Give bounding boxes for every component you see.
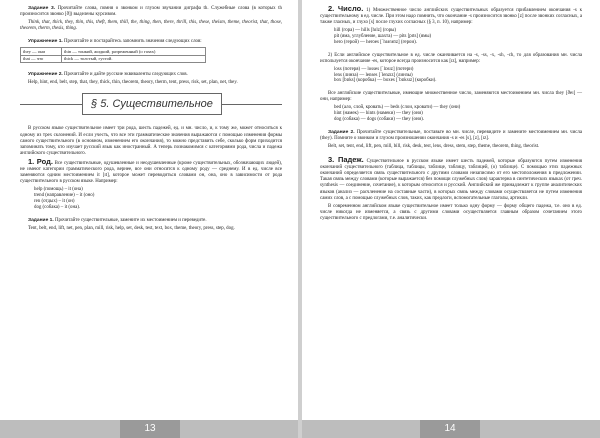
task3-text: Прочитайте слова, помня о звонком и глухом звучании диграфа th. Служебные слова (в которых th произносится звонко [ð]) выделены курсивом. (20, 6, 282, 18)
task3-label: Задание 3. (28, 6, 56, 11)
task1-words: Tent, belt, end, lift, net, pen, plan, mill, risk, help, set, desk, test, text, box, theme, theory, press, step, dog. (28, 225, 235, 231)
exercise2-text: Прочитайте и дайте русские эквиваленты следующих слов. (64, 72, 188, 78)
list-item: trend (направление) – it (оно) (34, 193, 95, 199)
exercise1-text: Прочитайте и постарайтесь запомнить значения следующих слов: (64, 39, 202, 45)
right-page-content (320, 6, 582, 224)
right-page (302, 0, 600, 438)
left-page-content (20, 6, 282, 234)
gender-examples (34, 187, 282, 210)
table-row (21, 48, 206, 55)
exercise2-label: Упражнение 2. (28, 72, 63, 78)
exercise1-label: Упражнение 1. (28, 39, 63, 45)
task2-label: Задание 2. (328, 129, 355, 135)
es-paragraph: 2) Если английское существительное в ед. числе оканчивается на -s, -ss, -x, -sh, -ch, то для образования мн. числа используется окончание -es, которое всегда произносится как [ɪz], например: (320, 52, 582, 64)
left-page (0, 0, 298, 438)
gender-paragraph (20, 156, 282, 185)
task2-paragraph (320, 130, 582, 142)
they-paragraph: Все английские существительные, имеющие множественное число, заменяются местоимением мн. числа they [ðeɪ] — они, например: (320, 91, 582, 103)
list-item: lens (линза) — lenses [ˈlenzɪz] (линзы) (334, 72, 413, 78)
gender-heading: 1. Род. (28, 156, 53, 166)
table-cell: they — они (21, 48, 62, 55)
page-number: 13 (120, 420, 180, 438)
task1-label: Задание 1. (28, 217, 54, 223)
task3-paragraph (20, 6, 282, 18)
list-item: box [bɒks] (коробка) — boxes [ˈbɒksɪz] (коробки). (334, 78, 437, 84)
page-number: 14 (420, 420, 480, 438)
case-text: Существительное в русском языке имеет шесть падежей, которые образуются путем изменения окончаний существительного (таблица, таблицы, таблице, таблицу, таблицей, (о) таблице). С помощью этих падежных окончаний определяется связь существительного с другими словами незаписимо от его местоположения в предложении. Такая связь между словами (которые выражается) без помощи служебных слов) характерна в синтетических языках (от греч. synthesis — соединение, сочетание), к которым относится и русский. Английский же принадлежит к группе аналитических языков (анализ — расчленение на составные части), в которых связь между словами осуществляется не путем изменения самих слов, а с помощью служебных слов, таких, как предлоги, вспомогательные глаголы, артикли. (320, 159, 582, 201)
list-item: hint (намек) — hints (намеки) — they (они) (334, 111, 423, 117)
task2-words: Belt, set, tent, end, lift, pen, mill, bill, risk, desk, test, lens, dress, stem, step, theme, theorem, thing, theorist. (328, 144, 540, 150)
list-item: help (помощь) – it (она) (34, 187, 83, 193)
task1-paragraph (20, 218, 282, 224)
vocabulary-table (20, 47, 206, 63)
intro-paragraph: В русском языке существительное имеет три рода, шесть падежей, ед. и мн. число, и, к тому же, может относиться к одному из трех склонений. И если учесть, что все эти грамматические значения выражаются с помощью изменения формы самого существительного (в основном, изменением его окончания), то можно представить себе, сколько форм приходится запоминать тому, кто изучает русский язык как иностранный. А теперь познакомимся с категориями рода, числа и падежа английского существительного. (20, 126, 282, 156)
list-item: ren (отдых) – it (он) (34, 198, 75, 204)
exercise1-paragraph (20, 39, 282, 45)
gender-text: Все существительные, одушевленные и неодушевленные (кроме существительных, обозначающих людей), не имеют категории грамматического рода, вернее, все они относятся к одному роду — среднему. И в ед. числе все заменяются одним местоимением it [ɪt], которое может переводиться словами он, она, оно в зависимости от рода существительного в русском языке. Например: (20, 160, 282, 185)
number-text: 1) Множественное число английских существительных образуется прибавлением окончания -s к существительному в ед. числе. При этом надо помнить, что окончание -s произносится звонко [z] после звонких согласных, а также гласных, и глухо [s] после глухих согласных (§ 3, п. 10), например: (320, 8, 582, 26)
table-cell: thin — тонкий, жидкий, разреженный (о газах) (62, 48, 206, 55)
table-cell: thick — толстый, густой. (62, 55, 206, 62)
task2-text: Прочитайте существительные, поставьте во мн. числе, перевидите и замените местоимением мн. числа (they). Помните о звонком и глухом произношении окончания -s и -es [s], [z], [ɪz]. (320, 129, 582, 141)
list-item: pit (яма, углубление, шахта) — pits [pɪts] (ямы) (334, 34, 432, 40)
right-footer-band (302, 420, 600, 438)
list-item: bed (ало, слой, кровать) — beds (слои, кровати) — they (они) (334, 105, 461, 111)
list-item: dog (собака) — dogs (собаки) — they (они). (334, 117, 425, 123)
list-item: hill (гора) — hills [hɪlz] (горы) (334, 28, 397, 34)
they-examples (334, 105, 582, 122)
exercise2-words: Help, hint, end, belt, step, that, they, thick, thin, theorem, theory, therm, tent, press, risk, set, plan, net, they. (28, 80, 238, 86)
table-cell: that — что (21, 55, 62, 62)
number-examples (334, 28, 582, 45)
number-heading: 2. Число. (328, 4, 364, 13)
section-header (20, 92, 282, 116)
common-case-paragraph: В современном английском языке существительное имеет только одну форму — форму общего падежа, т.е. оно в ед. числе никогда не изменяется, а связь с другими словами осуществляется главным образом сочетанием этого существительного с предлогами, т.е. аналитически. (320, 203, 582, 221)
task1-text: Прочитайте существительные, замените их местоимением и переведите. (54, 217, 207, 223)
list-item: loss (потеря) — losses [ˈlɒsɪz] (потери) (334, 66, 414, 72)
list-item: hero (герой) — heroes [ˈhɪərəʊz] (герои). (334, 39, 417, 45)
task3-words: Think, that, thick, they, thin, this, theft, them, thill, the, thing, then, there, thrill, this, these, theism, theme, theorist, that, those, theorem, therm, thesis, thing. (20, 20, 282, 32)
section-title: § 5. Существительное (82, 93, 222, 115)
left-footer-band (0, 420, 298, 438)
exercise2-paragraph (20, 72, 282, 78)
table-row (21, 55, 206, 62)
es-examples (334, 67, 582, 84)
number-paragraph (320, 6, 582, 26)
case-paragraph (320, 157, 582, 202)
list-item: dog (собака) – it (она). (34, 204, 81, 210)
case-heading: 3. Падеж. (328, 155, 364, 165)
